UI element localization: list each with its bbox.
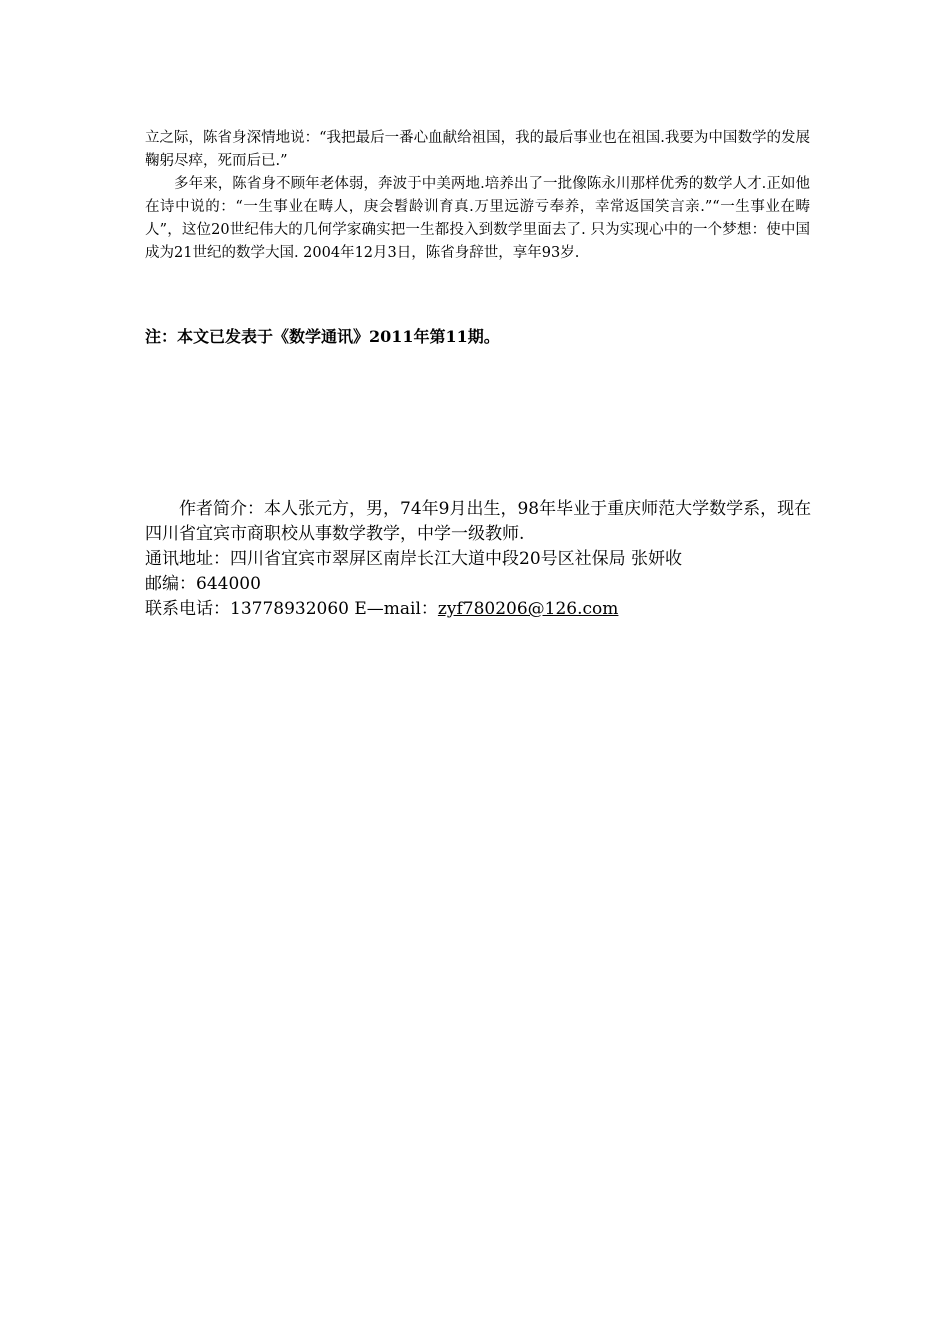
publication-note: 注：本文已发表于《数学通讯》2011年第11期。 [145, 327, 500, 346]
author-phone: 联系电话：13778932060 E—mail： [145, 599, 438, 619]
author-postcode: 邮编：644000 [145, 574, 261, 594]
author-email-link[interactable]: zyf780206@126.com [437, 599, 619, 619]
article-paragraph-2: 多年来，陈省身不顾年老体弱，奔波于中美两地.培养出了一批像陈永川那样优秀的数学人才.正如他在诗中说的：“一生事业在畴人，庚会髫龄训育真.万里远游亏奉养，幸常返国笑言亲.”“一生事业在畴人”，这位20世纪伟大的几何学家确实把一生都投入到数学里面去了. 只为实现心中的一个梦想：使中国成为21世纪的数学大国. 2004年12月3日，陈省身辞世，享年93岁. [145, 176, 810, 261]
article-paragraph-1: 立之际，陈省身深情地说：“我把最后一番心血献给祖国，我的最后事业也在祖国.我要为中国数学的发展鞠躬尽瘁，死而后已.” [145, 130, 810, 169]
author-address: 通讯地址：四川省宜宾市翠屏区南岸长江大道中段20号区社保局 张妍收 [145, 549, 683, 569]
author-info [145, 497, 815, 622]
author-contact [145, 597, 815, 622]
article-body [145, 127, 810, 265]
author-bio: 作者简介：本人张元方，男，74年9月出生，98年毕业于重庆师范大学数学系，现在四川省宜宾市商职校从事数学教学，中学一级教师. [145, 499, 812, 544]
